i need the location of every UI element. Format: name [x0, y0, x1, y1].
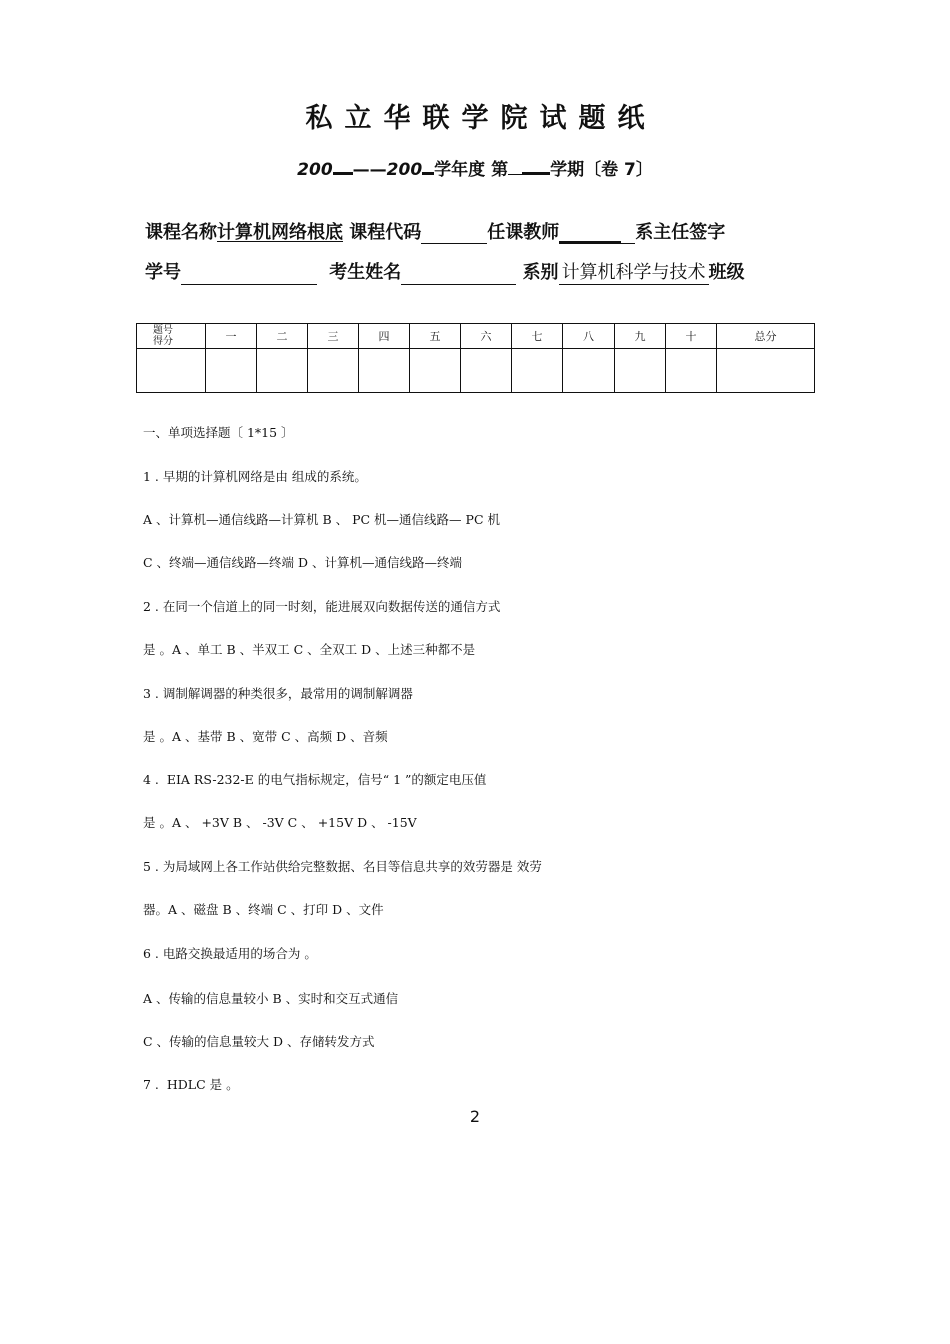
column-header-total: 总分 — [717, 324, 815, 349]
page-number: 2 — [469, 1107, 481, 1126]
question-line: 是 。A 、基带 B 、宽带 C 、高频 D 、音频 — [143, 729, 388, 744]
column-header: 一 — [206, 324, 257, 349]
column-header: 七 — [512, 324, 563, 349]
page-title: 私立华联学院试题纸 — [305, 103, 657, 134]
term-suffix: 学期 — [550, 160, 585, 180]
course-code-field[interactable] — [421, 221, 487, 244]
course-code-label: 课程代码 — [349, 222, 422, 243]
question-line: A 、传输的信息量较小 B 、实时和交互式通信 — [143, 991, 399, 1006]
score-label: 得分 — [153, 336, 173, 347]
question-line: A 、计算机—通信线路—计算机 B 、 PC 机—通信线路— PC 机 — [143, 512, 500, 527]
column-header: 十 — [666, 324, 717, 349]
term-blank-b — [522, 154, 550, 175]
score-cell[interactable] — [563, 349, 615, 393]
corner-cell — [137, 324, 206, 349]
column-header: 二 — [257, 324, 308, 349]
question-line: 4 . EIA RS-232-E 的电气指标规定，信号“ 1 ”的额定电压值 — [143, 772, 487, 787]
score-cell — [137, 349, 206, 393]
year-start: 200 — [297, 160, 333, 180]
department-value: 计算机科学与技术 — [559, 258, 709, 285]
question-line: 是 。A 、单工 B 、半双工 C 、全双工 D 、上述三种都不是 — [143, 642, 476, 657]
student-info-row — [145, 258, 745, 285]
year-dash: —— — [352, 160, 387, 180]
column-header: 三 — [308, 324, 359, 349]
student-id-field[interactable] — [181, 262, 317, 285]
score-cell[interactable] — [666, 349, 717, 393]
exam-subtitle — [0, 154, 950, 180]
question-line: 6 . 电路交换最适用的场合为 。 — [143, 946, 317, 961]
student-name-label: 考生姓名 — [329, 262, 402, 283]
score-cell[interactable] — [615, 349, 666, 393]
paper-number: 〔卷 7〕 — [584, 160, 653, 180]
question-line: 2 . 在同一个信道上的同一时刻，能进展双向数据传送的通信方式 — [143, 599, 501, 614]
score-table — [136, 323, 815, 393]
score-cell[interactable] — [308, 349, 359, 393]
score-cell[interactable] — [512, 349, 563, 393]
question-line: C 、终端—通信线路—终端 D 、计算机—通信线路—终端 — [143, 555, 463, 570]
term-blank-a — [508, 156, 522, 175]
question-line: 器。A 、磁盘 B 、终端 C 、打印 D 、文件 — [143, 902, 384, 917]
column-header: 六 — [461, 324, 512, 349]
column-header: 五 — [410, 324, 461, 349]
question-line: 3 . 调制解调器的种类很多，最常用的调制解调器 — [143, 686, 413, 701]
class-label: 班级 — [708, 262, 745, 283]
student-id-label: 学号 — [145, 262, 181, 283]
term-prefix: 学年度 第 — [434, 160, 509, 180]
year-blank-1 — [333, 154, 353, 175]
score-table-header — [137, 324, 815, 349]
score-cell[interactable] — [410, 349, 461, 393]
score-cell-total[interactable] — [717, 349, 815, 393]
year-end: 200 — [386, 160, 423, 180]
course-name-value: 计算机网络根底 — [217, 222, 343, 243]
column-header: 八 — [563, 324, 615, 349]
question-line: 5 . 为局域网上各工作站供给完整数据、名目等信息共享的效劳器是 效劳 — [143, 859, 542, 874]
column-header: 四 — [359, 324, 410, 349]
department-label: 系别 — [522, 262, 559, 283]
score-cell[interactable] — [257, 349, 308, 393]
score-cell[interactable] — [359, 349, 410, 393]
course-info-row — [145, 218, 725, 244]
year-blank-2 — [422, 154, 434, 175]
teacher-field[interactable] — [559, 219, 621, 244]
question-line: C 、传输的信息量较大 D 、存储转发方式 — [143, 1034, 375, 1049]
score-table-row — [137, 349, 815, 393]
question-line: 7 . HDLC 是 。 — [143, 1077, 239, 1092]
question-line: 1 . 早期的计算机网络是由 组成的系统。 — [143, 469, 367, 484]
course-name-label: 课程名称 — [145, 222, 217, 243]
score-cell[interactable] — [206, 349, 257, 393]
teacher-label: 任课教师 — [487, 222, 560, 243]
question-line: 是 。A 、 +3V B 、 -3V C 、 +15V D 、 -15V — [143, 815, 417, 830]
column-header: 九 — [615, 324, 666, 349]
score-cell[interactable] — [461, 349, 512, 393]
teacher-field-tail — [621, 221, 635, 244]
student-name-field[interactable] — [401, 262, 516, 285]
question-number-label: 题号 — [153, 325, 173, 336]
director-signature-label: 系主任签字 — [635, 222, 726, 243]
section-heading: 一、单项选择题〔 1*15 〕 — [143, 425, 294, 440]
